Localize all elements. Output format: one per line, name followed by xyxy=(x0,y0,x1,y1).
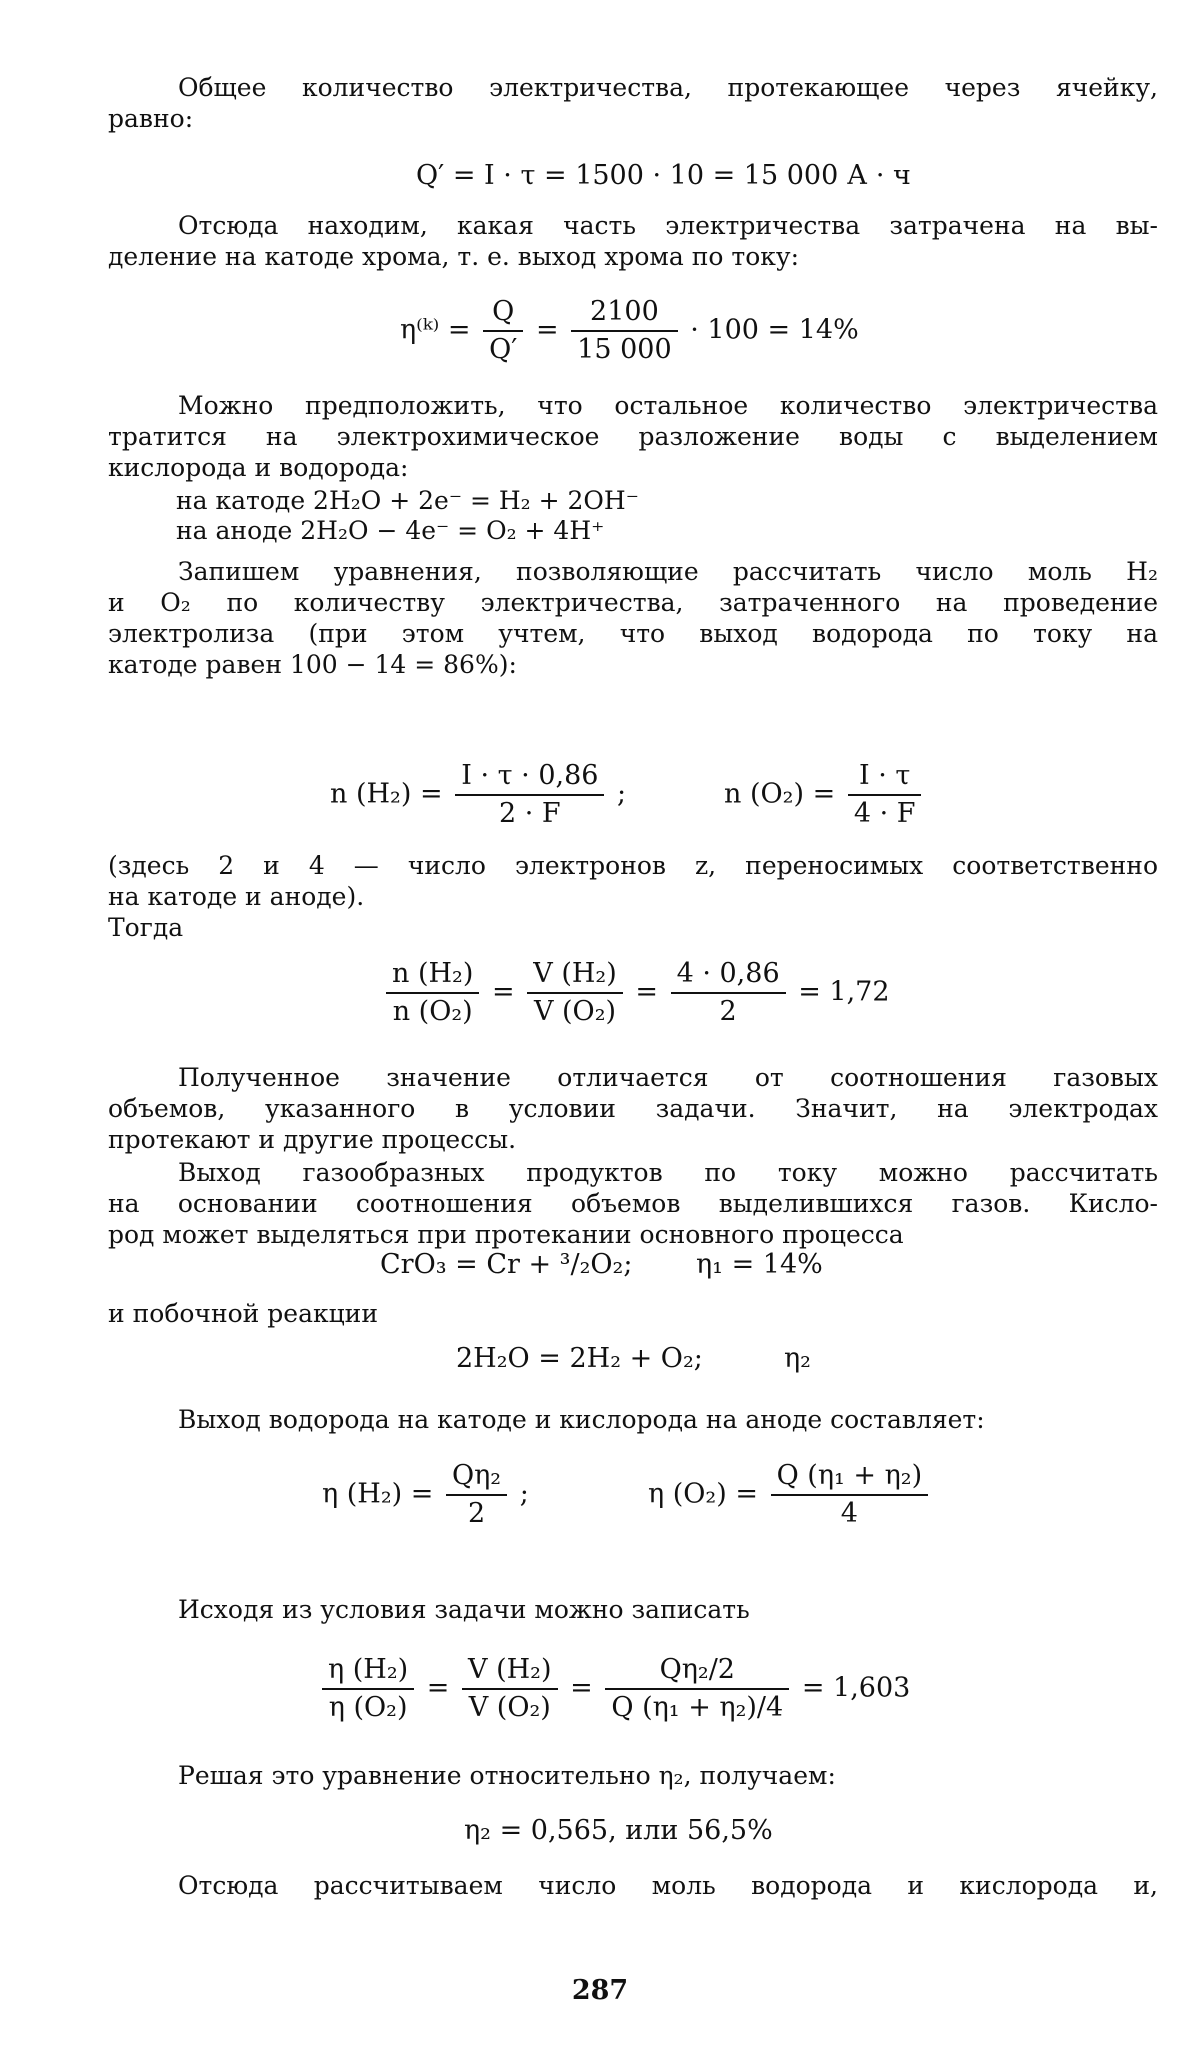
equation-anode: на аноде 2H₂O − 4e⁻ = O₂ + 4H⁺ xyxy=(176,516,605,545)
text-line: род может выделяться при протекании основного процесса xyxy=(108,1220,904,1249)
numerator: 4 · 0,86 xyxy=(671,958,786,994)
text-line: Полученное значение отличается от соотношения газовых xyxy=(178,1063,1158,1092)
text-line: Исходя из условия задачи можно записать xyxy=(178,1595,750,1624)
text-line: на основании соотношения объемов выделившихся газов. Кисло- xyxy=(108,1189,1158,1218)
paragraph-final xyxy=(108,1870,1158,1901)
paragraph-solving xyxy=(108,1760,1158,1791)
fraction xyxy=(605,1654,789,1724)
numerator: I · τ · 0,86 xyxy=(455,760,604,796)
denominator: 4 · F xyxy=(853,798,916,829)
equation-n-h2 xyxy=(330,760,626,830)
paragraph-electron-note xyxy=(108,850,1158,912)
equation-eta2-result: η₂ = 0,565, или 56,5% xyxy=(464,1815,773,1846)
paragraph-from-condition xyxy=(108,1594,1158,1625)
text-line: равно: xyxy=(108,104,194,133)
paragraph-then xyxy=(108,912,1158,943)
text-line: Решая это уравнение относительно η₂, получаем: xyxy=(178,1761,836,1790)
text-line: Отсюда рассчитываем число моль водорода и кислорода и, xyxy=(178,1871,1158,1900)
text-line: Выход газообразных продуктов по току можно рассчитать xyxy=(178,1158,1158,1187)
fraction xyxy=(571,296,677,366)
text-line: Общее количество электричества, протекающее через ячейку, xyxy=(178,73,1158,102)
fraction xyxy=(386,958,479,1028)
denominator: 2 xyxy=(467,1498,486,1529)
text-line: и побочной реакции xyxy=(108,1299,379,1328)
denominator: 4 xyxy=(840,1498,858,1529)
denominator: η (O₂) xyxy=(328,1692,408,1723)
equation-water: 2H₂O = 2H₂ + O₂; xyxy=(456,1343,703,1374)
text-line: электролиза (при этом учтем, что выход водорода по току на xyxy=(108,619,1158,648)
fraction xyxy=(462,1654,558,1724)
paragraph-gas-yield xyxy=(108,1157,1158,1250)
denominator: n (O₂) xyxy=(392,996,473,1027)
numerator: I · τ xyxy=(848,760,922,796)
equation-chromium-yield xyxy=(400,296,859,366)
text-line: протекают и другие процессы. xyxy=(108,1125,517,1154)
eq-sign: = xyxy=(426,1672,450,1704)
eq-tail: ; xyxy=(519,1478,529,1510)
equation-ratio-moles xyxy=(382,958,890,1028)
equation-n-o2 xyxy=(724,760,925,830)
numerator: n (H₂) xyxy=(386,958,479,994)
eq-tail: ; xyxy=(617,778,627,810)
equation-cathode: на катоде 2H₂O + 2e⁻ = H₂ + 2OH⁻ xyxy=(176,486,639,515)
numerator: Q xyxy=(483,296,523,332)
fraction xyxy=(848,760,922,830)
text-line: (здесь 2 и 4 — число электронов z, переносимых соответственно xyxy=(108,851,1158,880)
eq-sign: = xyxy=(635,976,658,1008)
equation-ratio-yields xyxy=(318,1654,910,1724)
eq-tail: · 100 = 14% xyxy=(690,314,859,346)
numerator: 2100 xyxy=(571,296,677,332)
denominator: 2 · F xyxy=(498,798,561,829)
paragraph-water-decomposition xyxy=(108,390,1158,483)
equation-charge: Q′ = I · τ = 1500 · 10 = 15 000 А · ч xyxy=(416,160,911,191)
eq-lhs: η⁽ᵏ⁾ = xyxy=(400,314,471,346)
fraction xyxy=(483,296,523,366)
fraction xyxy=(771,1460,929,1530)
numerator: η (H₂) xyxy=(322,1654,414,1690)
fraction xyxy=(322,1654,414,1724)
eq-sign: = xyxy=(492,976,515,1008)
equation-eta-o2 xyxy=(648,1460,932,1530)
numerator: V (H₂) xyxy=(527,958,623,994)
equation-cro3: CrO₃ = Cr + ³/₂O₂; xyxy=(380,1249,633,1280)
paragraph-electrode-yields xyxy=(108,1404,1158,1435)
paragraph-other-processes xyxy=(108,1062,1158,1155)
text-line: Отсюда находим, какая часть электричества затрачена на вы- xyxy=(178,211,1158,240)
numerator: Qη₂/2 xyxy=(605,1654,789,1690)
text-line: Выход водорода на катоде и кислорода на аноде составляет: xyxy=(178,1405,985,1434)
eq-sign: = xyxy=(535,314,559,346)
page-number: 287 xyxy=(571,1975,629,2006)
eq-lhs: η (O₂) = xyxy=(648,1478,758,1510)
fraction xyxy=(527,958,623,1028)
text-line: и O₂ по количеству электричества, затраченного на проведение xyxy=(108,588,1158,617)
eq-sign: = xyxy=(570,1672,593,1704)
text-line: Запишем уравнения, позволяющие рассчитать число моль H₂ xyxy=(178,557,1158,586)
eq-lhs: η (H₂) = xyxy=(322,1478,434,1510)
denominator: 15 000 xyxy=(577,334,672,365)
numerator: Qη₂ xyxy=(446,1460,507,1496)
text-line: Можно предположить, что остальное количество электричества xyxy=(178,391,1158,420)
denominator: 2 xyxy=(719,996,737,1027)
text-line: объемов, указанного в условии задачи. Значит, на электродах xyxy=(108,1094,1158,1123)
denominator: Q (η₁ + η₂)/4 xyxy=(611,1692,784,1723)
numerator: Q (η₁ + η₂) xyxy=(771,1460,929,1496)
text-line: катоде равен 100 − 14 = 86%): xyxy=(108,650,517,679)
paragraph-moles-equations xyxy=(108,556,1158,680)
denominator: Q′ xyxy=(489,334,518,365)
paragraph-chromium-yield xyxy=(108,210,1158,272)
eq-lhs: n (H₂) = xyxy=(330,778,443,810)
eq-tail: = 1,72 xyxy=(798,976,890,1008)
fraction xyxy=(455,760,604,830)
text-line: тратится на электрохимическое разложение воды с выделением xyxy=(108,422,1158,451)
eq-tail: = 1,603 xyxy=(801,1672,911,1704)
denominator: V (O₂) xyxy=(533,996,617,1027)
equation-cro3-yield: η₁ = 14% xyxy=(696,1249,823,1280)
paragraph-side-reaction xyxy=(108,1298,1158,1329)
denominator: V (O₂) xyxy=(468,1692,551,1723)
fraction xyxy=(446,1460,507,1530)
text-line: кислорода и водорода: xyxy=(108,453,409,482)
paragraph-total-charge xyxy=(108,72,1158,134)
equation-water-yield: η₂ xyxy=(784,1343,811,1374)
equation-eta-h2 xyxy=(322,1460,529,1530)
eq-lhs: n (O₂) = xyxy=(724,778,836,810)
text-line: на катоде и аноде). xyxy=(108,882,365,911)
numerator: V (H₂) xyxy=(462,1654,558,1690)
fraction xyxy=(671,958,786,1028)
text-line: деление на катоде хрома, т. е. выход хрома по току: xyxy=(108,242,800,271)
text-line: Тогда xyxy=(108,913,184,942)
